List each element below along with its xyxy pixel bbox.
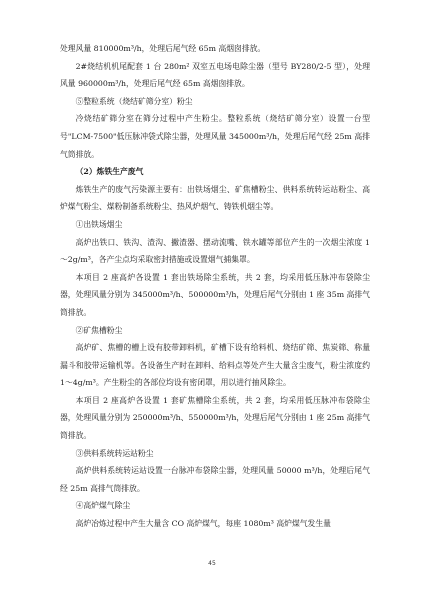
paragraph: 处理风量 810000m³/h，处理后尾气经 65m 高烟囱排放。 [60,44,266,53]
document-body [60,40,370,533]
paragraph: 冷烧结矿筛分室在筛分过程中产生粉尘。整粒系统（烧结矿筛分室）设置一台型号"LCM-7500"低压脉冲袋式除尘器，处理风量 345000m³/h，处理后尾气经 25m 高排气筒排放。 [60,114,370,159]
paragraph: 炼铁生产的废气污染源主要有：出铁场烟尘、矿焦槽粉尘、供料系统转运站粉尘、高炉煤气粉尘、煤粉制备系统粉尘、热风炉烟气、铸铁机烟尘等。 [60,184,370,212]
subsection-heading: ③供料系统转运站粉尘 [75,448,154,458]
paragraph: 高炉出铁口、铁沟、渣沟、撇渣器、摆动流嘴、铁水罐等部位产生的一次烟尘浓度 1～2g/m³，各产尘点均采取密封措施或设置烟气捕集罩。 [60,237,370,265]
subsection-heading: ④高炉煤气除尘 [75,501,131,511]
paragraph: 2#烧结机机尾配套 1 台 280m² 双室五电场电除尘器（型号 BY280/2-5 型），处理风量 960000m³/h，处理后尾气经 65m 高烟囱排放。 [60,61,370,89]
subsection-heading: ⑤整粒系统（烧结矿筛分室）粉尘 [75,96,193,106]
paragraph: 高炉矿、焦槽的槽上设有胶带卸料机，矿槽下设有给料机、烧结矿筛、焦炭筛、称量漏斗和胶带运输机等。各设备生产时在卸料、给料点等处产生大量含尘废气，粉尘浓度约 1～4g/m³。产生粉尘的各部位均设有密闭罩，用以进行抽风除尘。 [60,343,370,388]
paragraph: 本项目 2 座高炉各设置 1 套矿焦槽除尘系统，共 2 套，均采用低压脉冲布袋除尘器，处理风量分别为 250000m³/h、550000m³/h，处理后尾气分别由 1 座 25m 高排气筒排放。 [60,395,370,441]
page-number: 45 [208,560,216,567]
paragraph: 高炉冶炼过程中产生大量含 CO 高炉煤气，每座 1080m³ 高炉煤气发生量 [75,519,331,529]
subsection-heading: ①出铁场烟尘 [75,219,123,229]
paragraph: 高炉供料系统转运站设置一台脉冲布袋除尘器，处理风量 50000 m³/h，处理后尾气经 25m 高排气筒排放。 [60,466,370,493]
section-heading: （2）炼铁生产废气 [75,167,144,177]
paragraph: 本项目 2 座高炉各设置 1 套出铁场除尘系统，共 2 套，均采用低压脉冲布袋除尘器，处理风量分别为 345000m³/h、500000m³/h，处理后尾气分别由 1 座 35m 高排气筒排放。 [60,272,370,317]
subsection-heading: ②矿焦槽粉尘 [75,325,123,335]
